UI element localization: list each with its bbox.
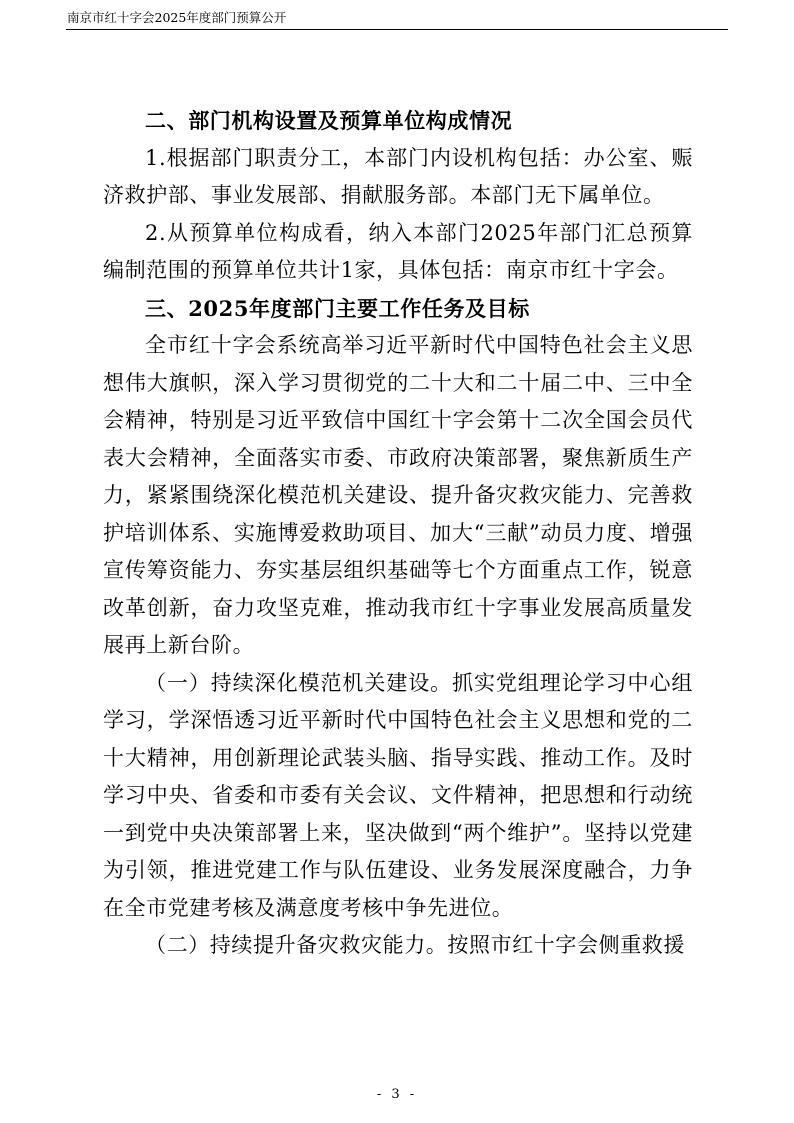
body-paragraph: （一）持续深化模范机关建设。抓实党组理论学习中心组学习，学深悟透习近平新时代中国特色社会主义思想和党的二十大精神，用创新理论武装头脑、指导实践、推动工作。及时学习中央、省委和市委有关会议、文件精神，把思想和行动统一到党中央决策部署上来，坚决做到“两个维护”。坚持以党建为引领，推进党建工作与队伍建设、业务发展深度融合，力争在全市党建考核及满意度考核中争先进位。 (103, 670, 693, 920)
page-number: - 3 - (376, 1087, 418, 1102)
body-paragraph: 1.根据部门职责分工，本部门内设机构包括：办公室、赈济救护部、事业发展部、捐献服务部。本部门无下属单位。 (103, 145, 693, 207)
section-heading-3: 三、2025年度部门主要工作任务及目标 (145, 295, 530, 321)
document-body (103, 102, 693, 965)
section-heading-2: 二、部门机构设置及预算单位构成情况 (145, 108, 513, 133)
body-paragraph: （二）持续提升备灾救灾能力。按照市红十字会侧重救援 (145, 933, 685, 957)
body-paragraph: 2.从预算单位构成看，纳入本部门2025年部门汇总预算编制范围的预算单位共计1家，具体包括：南京市红十字会。 (103, 220, 693, 282)
header-divider (66, 29, 728, 30)
running-header: 南京市红十字会2025年度部门预算公开 (67, 10, 287, 25)
body-paragraph: 全市红十字会系统高举习近平新时代中国特色社会主义思想伟大旗帜，深入学习贯彻党的二十大和二十届二中、三中全会精神，特别是习近平致信中国红十字会第十二次全国会员代表大会精神，全面落实市委、市政府决策部署，聚焦新质生产力，紧紧围绕深化模范机关建设、提升备灾救灾能力、完善救护培训体系、实施博爱救助项目、加大“三献”动员力度、增强宣传筹资能力、夯实基层组织基础等七个方面重点工作，锐意改革创新，奋力攻坚克难，推动我市红十字事业发展高质量发展再上新台阶。 (103, 333, 693, 657)
